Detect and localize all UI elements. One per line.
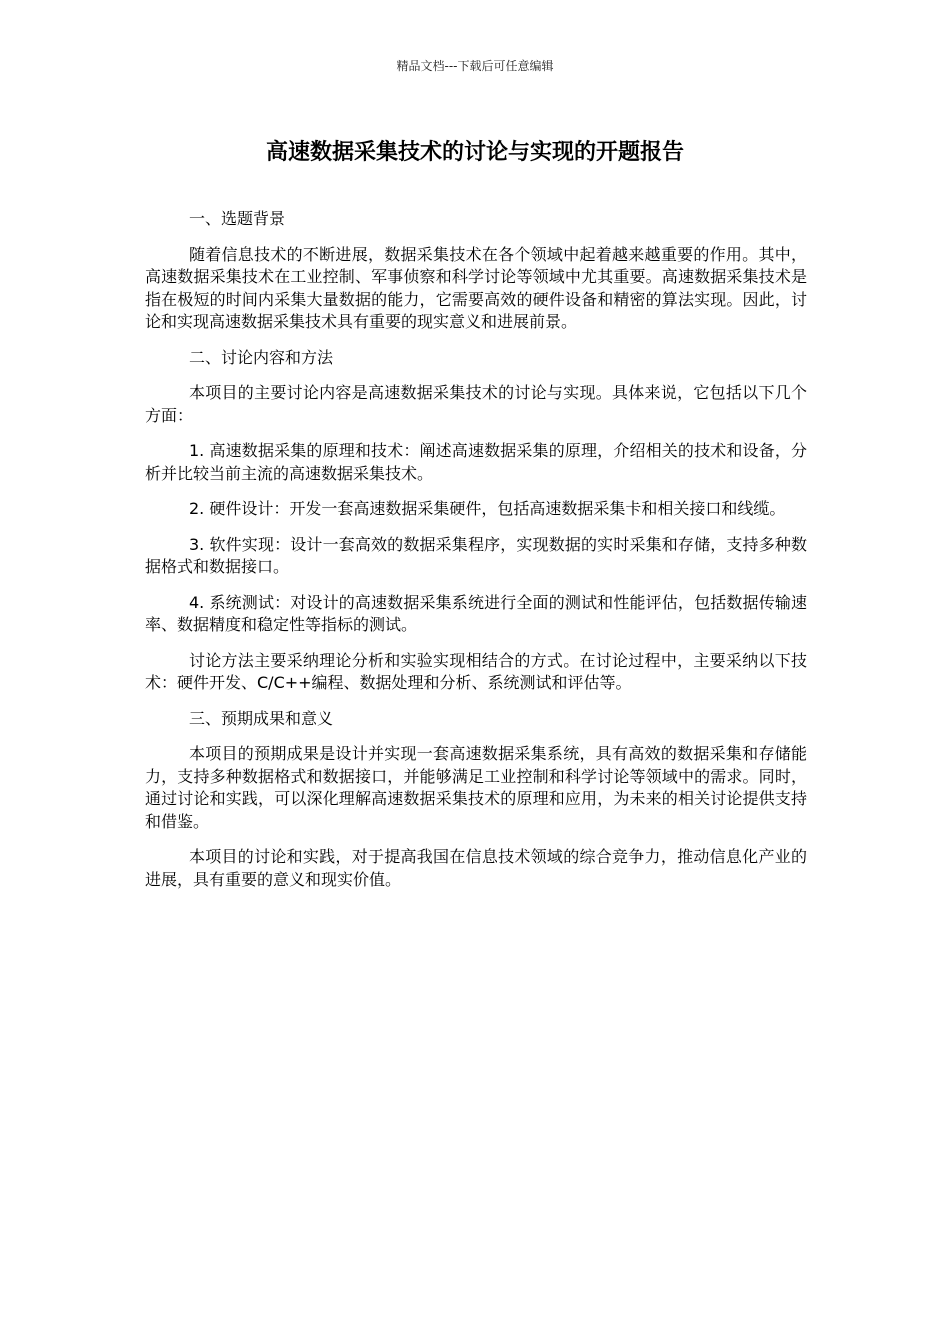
paragraph-content-intro: 本项目的主要讨论内容是高速数据采集技术的讨论与实现。具体来说，它包括以下几个方面： — [145, 383, 807, 425]
list-item-testing: 4. 系统测试：对设计的高速数据采集系统进行全面的测试和性能评估，包括数据传输速率、数据精度和稳定性等指标的测试。 — [145, 592, 807, 634]
section-heading-content: 二、讨论内容和方法 — [189, 347, 334, 367]
header-note: 精品文档---下载后可任意编辑 — [396, 59, 554, 73]
section-heading-background: 一、选题背景 — [189, 209, 286, 228]
paragraph-method: 讨论方法主要采纳理论分析和实验实现相结合的方式。在讨论过程中，主要采纳以下技术：硬件开发、C/C++编程、数据处理和分析、系统测试和评估等。 — [145, 650, 807, 692]
section-heading-outcome: 三、预期成果和意义 — [189, 708, 334, 728]
list-item-software: 3. 软件实现：设计一套高效的数据采集程序，实现数据的实时采集和存储，支持多种数据格式和数据接口。 — [145, 534, 807, 576]
document-body — [145, 208, 807, 904]
paragraph-outcome-2: 本项目的讨论和实践，对于提高我国在信息技术领域的综合竞争力，推动信息化产业的进展，具有重要的意义和现实价值。 — [145, 847, 807, 889]
paragraph-outcome-1: 本项目的预期成果是设计并实现一套高速数据采集系统，具有高效的数据采集和存储能力，支持多种数据格式和数据接口，并能够满足工业控制和科学讨论等领域中的需求。同时，通过讨论和实践，可以深化理解高速数据采集技术的原理和应用，为未来的相关讨论提供支持和借鉴。 — [145, 744, 807, 831]
paragraph-background: 随着信息技术的不断进展，数据采集技术在各个领域中起着越来越重要的作用。其中，高速数据采集技术在工业控制、军事侦察和科学讨论等领域中尤其重要。高速数据采集技术是指在极短的时间内采集大量数据的能力，它需要高效的硬件设备和精密的算法实现。因此，讨论和实现高速数据采集技术具有重要的现实意义和进展前景。 — [145, 244, 807, 331]
list-item-principles: 1. 高速数据采集的原理和技术：阐述高速数据采集的原理，介绍相关的技术和设备，分析并比较当前主流的高速数据采集技术。 — [145, 441, 807, 483]
document-title: 高速数据采集技术的讨论与实现的开题报告 — [265, 140, 684, 165]
list-item-hardware: 2. 硬件设计：开发一套高速数据采集硬件，包括高速数据采集卡和相关接口和线缆。 — [189, 499, 786, 518]
